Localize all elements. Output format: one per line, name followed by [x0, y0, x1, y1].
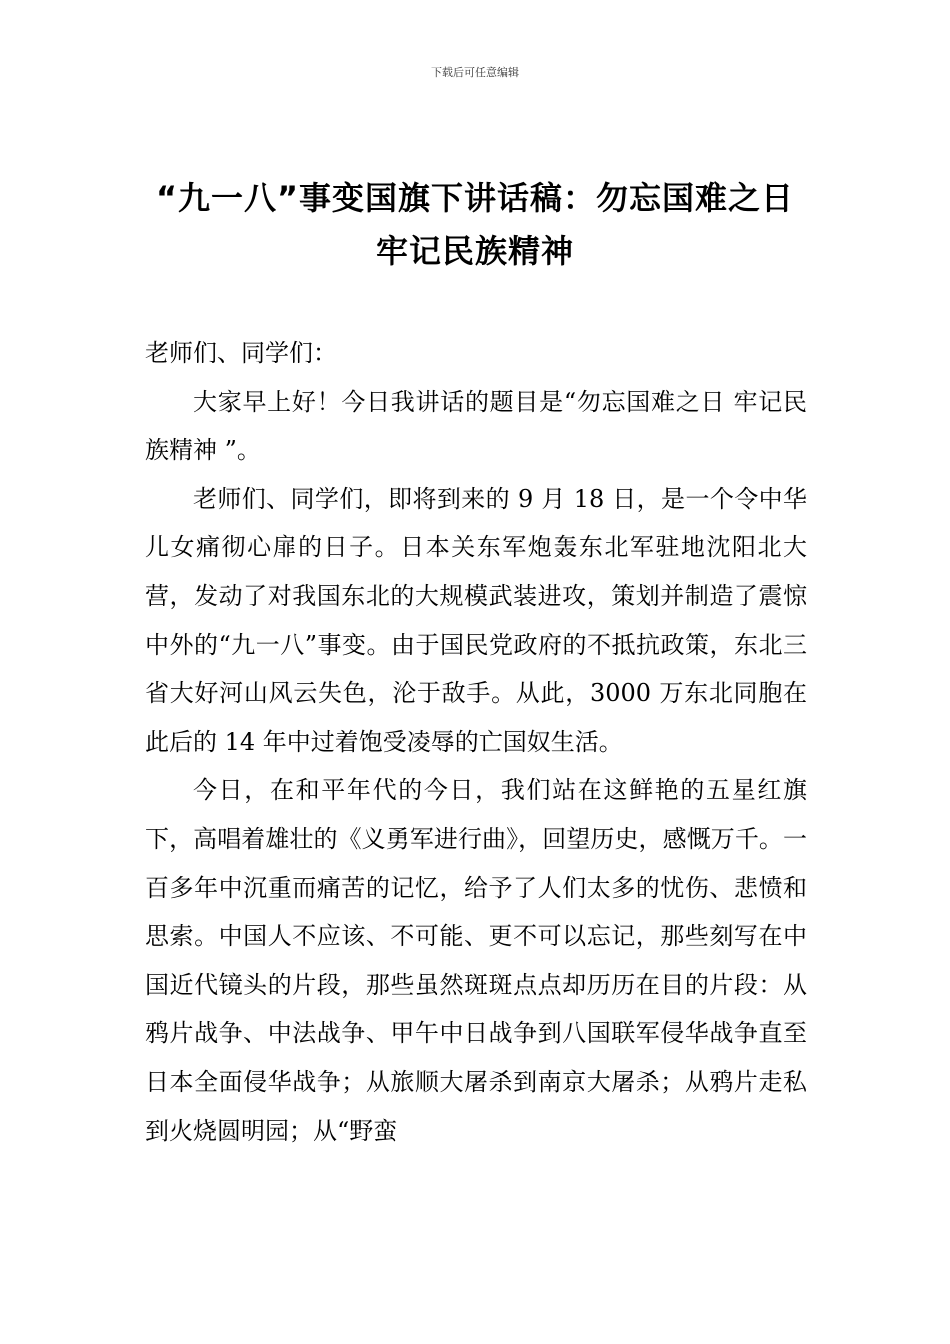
document-body: [145, 329, 807, 1155]
salutation: 老师们、同学们：: [145, 339, 337, 367]
paragraph-1: 大家早上好！今日我讲话的题目是“勿忘国难之日 牢记民族精神 ”。: [145, 387, 807, 465]
paragraph-3: 今日，在和平年代的今日，我们站在这鲜艳的五星红旗下，高唱着雄壮的《义勇军进行曲》，回望历史，感慨万千。一百多年中沉重而痛苦的记忆，给予了人们太多的忧伤、悲愤和思索。中国人不应该、不可能、更不可以忘记，那些刻写在中国近代镜头的片段，那些虽然斑斑点点却历历在目的片段：从鸦片战争、中法战争、甲午中日战争到八国联军侵华战争直至日本全面侵华战争；从旅顺大屠杀到南京大屠杀；从鸦片走私到火烧圆明园；从“野蛮: [145, 776, 807, 1145]
header-note: 下载后可任意编辑: [431, 66, 519, 79]
paragraph-2: 老师们、同学们，即将到来的 9 月 18 日，是一个令中华儿女痛彻心扉的日子。日本关东军炮轰东北军驻地沈阳北大营，发动了对我国东北的大规模武装进攻，策划并制造了震惊中外的“九一八”事变。由于国民党政府的不抵抗政策，东北三省大好河山风云失色，沦于敌手。从此，3000 万东北同胞在此后的 14 年中过着饱受凌辱的亡国奴生活。: [145, 484, 807, 756]
document-title: “九一八”事变国旗下讲话稿：勿忘国难之日牢记民族精神: [155, 179, 795, 270]
